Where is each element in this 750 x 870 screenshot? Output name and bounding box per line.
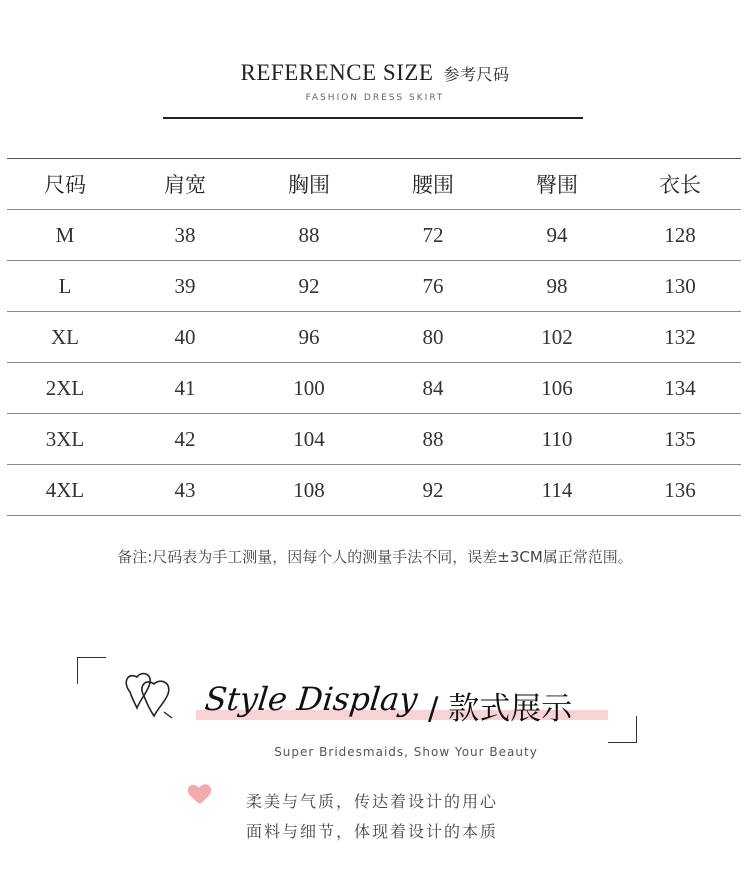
cell-waist: 84: [371, 363, 495, 414]
cell-hip: 102: [495, 312, 619, 363]
cell-waist: 80: [371, 312, 495, 363]
cell-length: 132: [619, 312, 741, 363]
cell-bust: 92: [247, 261, 371, 312]
measurement-note: 备注:尺码表为手工测量，因每个人的测量手法不同，误差±3CM属正常范围。: [117, 548, 633, 566]
table-row: [7, 210, 741, 261]
header-waist: 腰围: [371, 159, 495, 210]
double-heart-icon: [120, 668, 178, 720]
header-divider: [163, 117, 583, 119]
cell-hip: 110: [495, 414, 619, 465]
cell-size: M: [7, 210, 123, 261]
cell-shoulder: 42: [123, 414, 247, 465]
table-row: [7, 261, 741, 312]
cell-shoulder: 38: [123, 210, 247, 261]
cell-length: 130: [619, 261, 741, 312]
reference-size-subtitle: FASHION DRESS SKIRT: [305, 93, 445, 103]
corner-bracket-top-left: [77, 657, 106, 684]
cell-waist: 72: [371, 210, 495, 261]
cell-size: 3XL: [7, 414, 123, 465]
heart-icon: [186, 782, 214, 806]
cell-shoulder: 43: [123, 465, 247, 516]
cell-waist: 88: [371, 414, 495, 465]
cell-hip: 114: [495, 465, 619, 516]
cell-shoulder: 41: [123, 363, 247, 414]
cell-waist: 92: [371, 465, 495, 516]
cell-size: XL: [7, 312, 123, 363]
corner-bracket-bottom-right: [608, 716, 637, 743]
cell-length: 134: [619, 363, 741, 414]
cell-bust: 104: [247, 414, 371, 465]
header-bust: 胸围: [247, 159, 371, 210]
cell-length: 135: [619, 414, 741, 465]
cell-bust: 88: [247, 210, 371, 261]
cell-length: 136: [619, 465, 741, 516]
cell-length: 128: [619, 210, 741, 261]
table-row: [7, 414, 741, 465]
cell-hip: 98: [495, 261, 619, 312]
table-row: [7, 312, 741, 363]
cell-size: 4XL: [7, 465, 123, 516]
cell-bust: 108: [247, 465, 371, 516]
cell-hip: 94: [495, 210, 619, 261]
description-line: 面料与细节，体现着设计的本质: [246, 822, 499, 841]
reference-size-title: [0, 60, 750, 86]
cell-size: 2XL: [7, 363, 123, 414]
cell-shoulder: 39: [123, 261, 247, 312]
header-size: 尺码: [7, 159, 123, 210]
cell-bust: 96: [247, 312, 371, 363]
style-display-subtitle: Super Bridesmaids, Show Your Beauty: [274, 745, 538, 759]
size-table-header-row: [7, 159, 741, 210]
reference-size-title-cn: 参考尺码: [443, 65, 510, 84]
size-table: [7, 158, 741, 516]
header-length: 衣长: [619, 159, 741, 210]
table-row: [7, 363, 741, 414]
header-hip: 臀围: [495, 159, 619, 210]
cell-shoulder: 40: [123, 312, 247, 363]
cell-hip: 106: [495, 363, 619, 414]
description-line: 柔美与气质，传达着设计的用心: [246, 792, 499, 811]
style-display-title-cn: / 款式展示: [428, 691, 573, 727]
reference-size-title-en: REFERENCE SIZE: [240, 60, 434, 85]
cell-size: L: [7, 261, 123, 312]
table-row: [7, 465, 741, 516]
header-shoulder: 肩宽: [123, 159, 247, 210]
style-display-title: Style Display: [203, 680, 420, 718]
cell-bust: 100: [247, 363, 371, 414]
cell-waist: 76: [371, 261, 495, 312]
